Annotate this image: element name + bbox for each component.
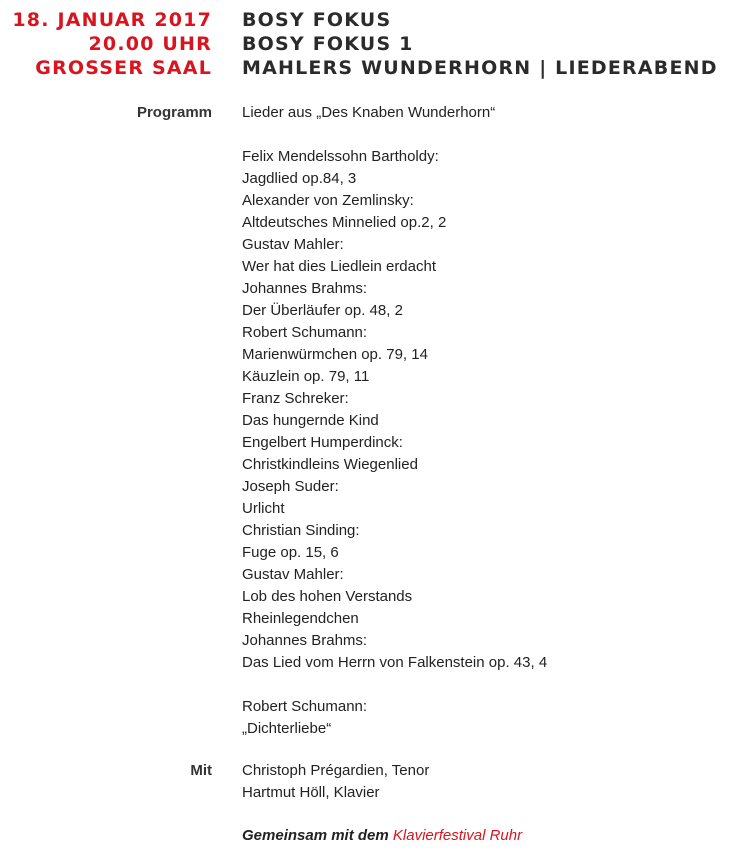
event-venue: GROSSER SAAL xyxy=(35,57,212,79)
list-item: Joseph Suder: xyxy=(242,478,339,495)
performer: Hartmut Höll, Klavier xyxy=(242,784,380,801)
list-item: Wer hat dies Liedlein erdacht xyxy=(242,258,437,275)
list-item: „Dichterliebe“ xyxy=(242,720,332,737)
event-info xyxy=(0,8,212,80)
partner-note-text: Gemeinsam mit dem xyxy=(242,827,389,844)
event-titles xyxy=(242,8,718,80)
list-item: Altdeutsches Minnelied op.2, 2 xyxy=(242,214,447,231)
list-item: Rheinlegendchen xyxy=(242,610,359,627)
event-date: 18. JANUAR 2017 xyxy=(12,9,212,31)
list-item: Engelbert Humperdinck: xyxy=(242,434,403,451)
programm-label: Programm xyxy=(136,104,212,121)
list-item: Gustav Mahler: xyxy=(242,236,344,253)
programm-list xyxy=(242,102,547,740)
spacer xyxy=(242,674,547,696)
performer: Christoph Prégardien, Tenor xyxy=(242,762,430,779)
list-item: Das hungernde Kind xyxy=(242,412,379,429)
spacer xyxy=(242,124,547,146)
list-item: Franz Schreker: xyxy=(242,390,349,407)
list-item: Christkindleins Wiegenlied xyxy=(242,456,418,473)
mit-label: Mit xyxy=(190,762,212,779)
partner-note xyxy=(242,825,522,847)
list-item: Käuzlein op. 79, 11 xyxy=(242,368,370,385)
list-item: Fuge op. 15, 6 xyxy=(242,544,339,561)
list-item: Jagdlied op.84, 3 xyxy=(242,170,357,187)
event-time: 20.00 UHR xyxy=(88,33,212,55)
list-item: Felix Mendelssohn Bartholdy: xyxy=(242,148,439,165)
list-item: Der Überläufer op. 48, 2 xyxy=(242,302,403,319)
list-item: Johannes Brahms: xyxy=(242,632,368,649)
list-item: Robert Schumann: xyxy=(242,698,368,715)
list-item: Alexander von Zemlinsky: xyxy=(242,192,414,209)
performers-list xyxy=(242,760,429,804)
list-item: Christian Sinding: xyxy=(242,522,360,539)
list-item: Robert Schumann: xyxy=(242,324,368,341)
list-item: Das Lied vom Herrn von Falkenstein op. 43, 4 xyxy=(242,654,548,671)
list-item: Marienwürmchen op. 79, 14 xyxy=(242,346,428,363)
concert-title: MAHLERS WUNDERHORN | LIEDERABEND xyxy=(242,57,718,79)
list-item: Johannes Brahms: xyxy=(242,280,368,297)
list-item: Gustav Mahler: xyxy=(242,566,344,583)
subseries-title: BOSY FOKUS 1 xyxy=(242,33,414,55)
list-item: Urlicht xyxy=(242,500,285,517)
programm-intro: Lieder aus „Des Knaben Wunderhorn“ xyxy=(242,104,496,121)
series-title: BOSY FOKUS xyxy=(242,9,392,31)
list-item: Lob des hohen Verstands xyxy=(242,588,413,605)
partner-link[interactable]: Klavierfestival Ruhr xyxy=(392,827,523,844)
